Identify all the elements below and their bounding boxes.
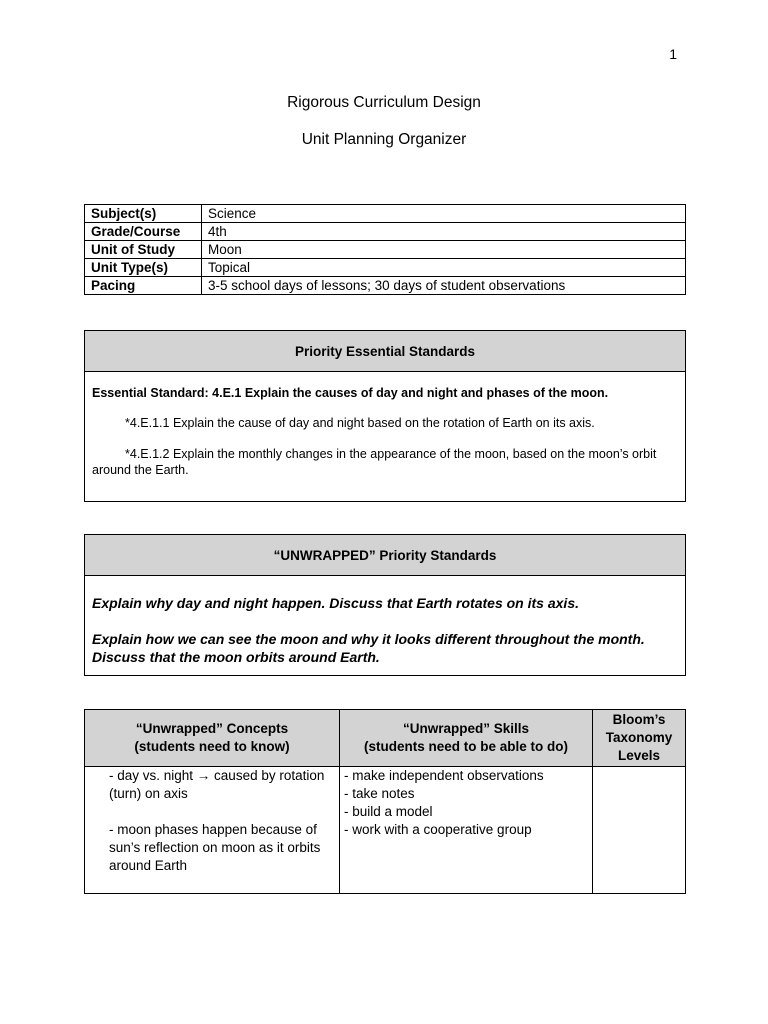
unwrapped-table xyxy=(84,709,686,894)
concepts-cell xyxy=(85,767,340,894)
priority-standards-body xyxy=(85,372,685,478)
skills-header-line: “Unwrapped” Skills xyxy=(402,721,530,736)
table-row xyxy=(85,277,686,295)
info-label: Pacing xyxy=(85,277,202,295)
bloom-header xyxy=(593,710,686,767)
info-value: Moon xyxy=(202,241,686,259)
concept-text: - day vs. night xyxy=(109,768,197,783)
table-row xyxy=(85,767,686,894)
skill-item: - build a model xyxy=(344,804,433,819)
info-value: 4th xyxy=(202,223,686,241)
concept-item: - moon phases happen because of sun’s reflection on moon as it orbits around Earth xyxy=(109,822,321,873)
essential-standard: Essential Standard: 4.E.1 Explain the causes of day and night and phases of the moon. xyxy=(92,386,609,400)
unwrapped-standard-item: Explain how we can see the moon and why it looks different throughout the month. Discuss that the moon orbits around Earth. xyxy=(92,631,645,665)
concepts-header xyxy=(85,710,340,767)
info-label: Grade/Course xyxy=(85,223,202,241)
document-subtitle: Unit Planning Organizer xyxy=(301,131,467,148)
info-label: Subject(s) xyxy=(85,205,202,223)
info-label: Unit Type(s) xyxy=(85,259,202,277)
page-number: 1 xyxy=(669,46,677,62)
concepts-header-line: (students need to know) xyxy=(134,739,290,754)
concept-item xyxy=(109,767,333,803)
skills-cell xyxy=(340,767,593,894)
unwrapped-standards-body xyxy=(85,576,685,666)
skills-header-line: (students need to be able to do) xyxy=(363,739,568,754)
skill-item: - work with a cooperative group xyxy=(344,822,532,837)
skill-item: - make independent observations xyxy=(344,768,544,783)
table-row xyxy=(85,223,686,241)
info-label: Unit of Study xyxy=(85,241,202,259)
unwrapped-standards-box xyxy=(84,534,686,676)
table-row xyxy=(85,205,686,223)
table-row xyxy=(85,259,686,277)
sub-standard: *4.E.1.2 Explain the monthly changes in the appearance of the moon, based on the moon’s orbit around the Earth. xyxy=(92,447,657,477)
unwrapped-standard-item: Explain why day and night happen. Discuss that Earth rotates on its axis. xyxy=(92,595,579,611)
table-header-row xyxy=(85,710,686,767)
bloom-header-line: Bloom’s xyxy=(612,712,666,727)
info-value: Topical xyxy=(202,259,686,277)
unwrapped-standards-header: “UNWRAPPED” Priority Standards xyxy=(85,535,685,576)
unit-info-table xyxy=(84,204,686,295)
info-value: 3-5 school days of lessons; 30 days of student observations xyxy=(202,277,686,295)
bloom-levels-cell xyxy=(593,767,686,894)
info-value: Science xyxy=(202,205,686,223)
bloom-header-line: Levels xyxy=(617,748,661,763)
table-row xyxy=(85,241,686,259)
arrow-right-icon: → xyxy=(196,768,211,783)
concepts-header-line: “Unwrapped” Concepts xyxy=(135,721,289,736)
skills-header xyxy=(340,710,593,767)
skill-item: - take notes xyxy=(344,786,415,801)
sub-standard: *4.E.1.1 Explain the cause of day and night based on the rotation of Earth on its axis. xyxy=(125,416,595,430)
concept-text: caused by rotation (turn) on axis xyxy=(109,768,325,801)
priority-standards-header: Priority Essential Standards xyxy=(85,331,685,372)
priority-standards-box xyxy=(84,330,686,502)
bloom-header-line: Taxonomy xyxy=(605,730,673,745)
document-title: Rigorous Curriculum Design xyxy=(287,94,481,111)
